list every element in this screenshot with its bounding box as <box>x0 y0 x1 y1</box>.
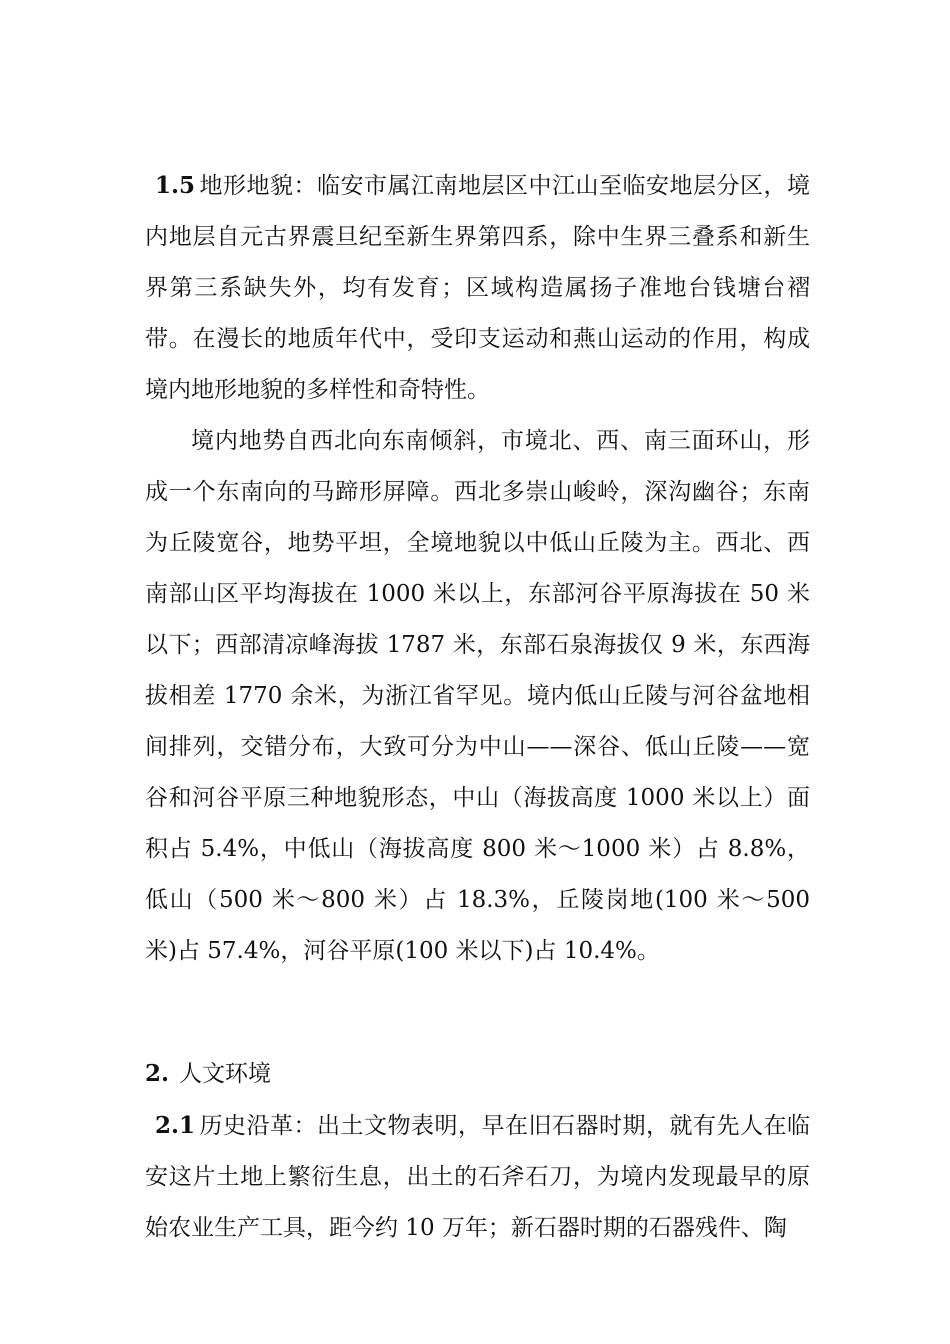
section-2-1-number: 2.1 <box>155 1112 196 1139</box>
section-1-5-text: 地形地貌：临安市属江南地层区中江山至临安地层分区，境内地层自元古界震旦纪至新生界第四系，除中生界三叠系和新生界第三系缺失外，均有发育；区域构造属扬子准地台钱塘台褶带。在漫长的地质年代中，受印支运动和燕山运动的作用，构成境内地形地貌的多样性和奇特性。 <box>145 173 810 403</box>
section-spacer <box>145 977 810 1048</box>
section-2-heading <box>145 1048 810 1100</box>
section-2-1-paragraph <box>145 1100 810 1254</box>
section-2-1-text: 历史沿革：出土文物表明，早在旧石器时期，就有先人在临安这片土地上繁衍生息，出土的石斧石刀，为境内发现最早的原始农业生产工具，距今约 10 万年；新石器时期的石器残件、陶 <box>145 1113 810 1241</box>
terrain-paragraph: 境内地势自西北向东南倾斜，市境北、西、南三面环山，形成一个东南向的马蹄形屏障。西北多崇山峻岭，深沟幽谷；东南为丘陵宽谷，地势平坦，全境地貌以中低山丘陵为主。西北、西南部山区平均海拔在 1000 米以上，东部河谷平原海拔在 50 米以下；西部清凉峰海拔 1787 米，东部石泉海拔仅 9 米，东西海拔相差 1770 余米，为浙江省罕见。境内低山丘陵与河谷盆地相间排列，交错分布，大致可分为中山——深谷、低山丘陵——宽谷和河谷平原三种地貌形态，中山（海拔高度 1000 米以上）面积占 5.4%，中低山（海拔高度 800 米～1000 米）占 8.8%，低山（500 米～800 米）占 18.3%，丘陵岗地(100 米～500 米)占 57.4%，河谷平原(100 米以下)占 10.4%。 <box>145 428 810 964</box>
document-page <box>145 160 810 1254</box>
section-2-number: 2. <box>145 1060 170 1087</box>
section-1-5-paragraph <box>145 160 810 416</box>
section-2-title: 人文环境 <box>179 1061 272 1087</box>
section-1-5-number: 1.5 <box>155 172 196 199</box>
